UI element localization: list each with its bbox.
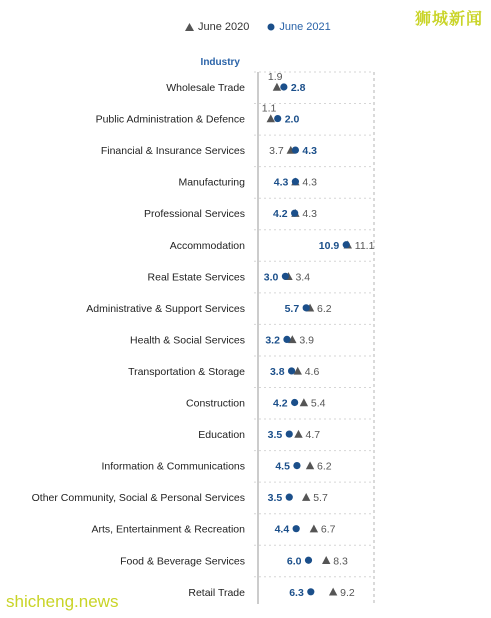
value-label-june-2020-administrative-and-support-services: 6.2 bbox=[317, 302, 332, 315]
value-label-june-2020-manufacturing: 4.3 bbox=[302, 176, 318, 189]
marker-june-2020-wholesale-trade bbox=[273, 83, 281, 91]
value-label-june-2021-arts-entertainment-and-recreation: 4.4 bbox=[274, 523, 290, 536]
value-label-june-2020-professional-services: 4.3 bbox=[302, 208, 318, 221]
marker-june-2020-education bbox=[294, 430, 302, 438]
value-label-june-2021-construction: 4.2 bbox=[273, 397, 288, 410]
value-label-june-2020-transportation-and-storage: 4.6 bbox=[304, 365, 320, 378]
category-label-accommodation: Accommodation bbox=[169, 239, 245, 252]
value-label-june-2021-financial-and-insurance-services: 4.3 bbox=[302, 145, 318, 158]
marker-june-2021-professional-services bbox=[291, 210, 298, 217]
value-label-june-2021-health-and-social-services: 3.2 bbox=[265, 334, 280, 347]
marker-june-2020-other-community-social-and-personal-services bbox=[302, 493, 310, 501]
value-label-june-2020-wholesale-trade: 1.9 bbox=[267, 71, 283, 83]
category-label-information-and-communications: Information & Communications bbox=[101, 460, 245, 473]
category-label-health-and-social-services: Health & Social Services bbox=[130, 334, 245, 347]
marker-june-2020-construction bbox=[300, 398, 308, 406]
value-label-june-2020-arts-entertainment-and-recreation: 6.7 bbox=[320, 523, 336, 536]
category-label-financial-and-insurance-services: Financial & Insurance Services bbox=[100, 145, 245, 158]
marker-june-2021-construction bbox=[291, 399, 298, 406]
y-axis-header: Industry bbox=[200, 57, 240, 68]
marker-june-2021-retail-trade bbox=[307, 588, 314, 595]
value-label-june-2020-financial-and-insurance-services: 3.7 bbox=[269, 145, 284, 158]
value-label-june-2021-education: 3.5 bbox=[267, 429, 283, 442]
marker-june-2021-education bbox=[286, 430, 293, 437]
marker-june-2020-retail-trade bbox=[329, 588, 337, 596]
value-label-june-2020-health-and-social-services: 3.9 bbox=[299, 334, 314, 347]
marker-june-2021-food-and-beverage-services bbox=[305, 557, 312, 564]
marker-june-2021-accommodation bbox=[343, 241, 350, 248]
category-label-other-community-social-and-personal-services: Other Community, Social & Personal Services bbox=[31, 492, 245, 505]
marker-june-2021-information-and-communications bbox=[293, 462, 300, 469]
value-label-june-2020-retail-trade: 9.2 bbox=[340, 586, 355, 599]
category-label-manufacturing: Manufacturing bbox=[178, 176, 245, 189]
category-label-food-and-beverage-services: Food & Beverage Services bbox=[120, 555, 245, 568]
category-label-arts-entertainment-and-recreation: Arts, Entertainment & Recreation bbox=[91, 523, 245, 536]
marker-june-2021-other-community-social-and-personal-services bbox=[286, 494, 293, 501]
marker-june-2020-food-and-beverage-services bbox=[322, 556, 330, 564]
value-label-june-2021-food-and-beverage-services: 6.0 bbox=[286, 555, 302, 568]
value-label-june-2020-real-estate-services: 3.4 bbox=[295, 271, 311, 284]
value-label-june-2021-transportation-and-storage: 3.8 bbox=[269, 365, 285, 378]
value-label-june-2020-information-and-communications: 6.2 bbox=[317, 460, 332, 473]
value-label-june-2021-public-administration-and-defence: 2.0 bbox=[284, 113, 300, 126]
marker-june-2021-manufacturing bbox=[292, 178, 299, 185]
value-label-june-2021-administrative-and-support-services: 5.7 bbox=[284, 302, 300, 315]
category-label-transportation-and-storage: Transportation & Storage bbox=[128, 365, 245, 378]
value-label-june-2020-other-community-social-and-personal-services: 5.7 bbox=[313, 492, 328, 505]
value-label-june-2021-information-and-communications: 4.5 bbox=[275, 460, 290, 473]
category-label-construction: Construction bbox=[186, 397, 245, 410]
category-label-education: Education bbox=[198, 429, 245, 442]
category-label-real-estate-services: Real Estate Services bbox=[147, 271, 245, 284]
category-label-professional-services: Professional Services bbox=[144, 208, 245, 221]
category-label-administrative-and-support-services: Administrative & Support Services bbox=[86, 302, 245, 315]
value-label-june-2021-accommodation: 10.9 bbox=[318, 239, 340, 252]
value-label-june-2020-construction: 5.4 bbox=[310, 397, 326, 410]
marker-june-2021-health-and-social-services bbox=[283, 336, 290, 343]
value-label-june-2020-education: 4.7 bbox=[305, 429, 321, 442]
marker-june-2021-financial-and-insurance-services bbox=[292, 147, 299, 154]
category-label-public-administration-and-defence: Public Administration & Defence bbox=[95, 113, 245, 126]
value-label-june-2020-public-administration-and-defence: 1.1 bbox=[261, 102, 277, 115]
value-label-june-2021-wholesale-trade: 2.8 bbox=[290, 82, 306, 94]
marker-june-2020-information-and-communications bbox=[306, 461, 314, 469]
value-label-june-2021-retail-trade: 6.3 bbox=[289, 586, 304, 599]
marker-june-2021-administrative-and-support-services bbox=[303, 304, 310, 311]
category-label-retail-trade: Retail Trade bbox=[188, 586, 245, 599]
value-label-june-2020-food-and-beverage-services: 8.3 bbox=[333, 555, 348, 568]
marker-june-2021-real-estate-services bbox=[282, 273, 289, 280]
value-label-june-2021-real-estate-services: 3.0 bbox=[263, 271, 279, 284]
value-label-june-2020-accommodation: 11.1 bbox=[354, 239, 375, 252]
marker-june-2020-public-administration-and-defence bbox=[267, 114, 275, 122]
value-label-june-2021-manufacturing: 4.3 bbox=[273, 176, 289, 189]
legend-label-june-2021: June 2021 bbox=[279, 21, 331, 33]
value-label-june-2021-professional-services: 4.2 bbox=[273, 208, 288, 221]
watermark-top: 狮城新闻 bbox=[414, 11, 483, 28]
marker-june-2021-wholesale-trade bbox=[280, 83, 287, 90]
category-label-wholesale-trade: Wholesale Trade bbox=[166, 82, 245, 94]
watermark-bottom: shicheng.news bbox=[6, 592, 119, 611]
marker-june-2020-arts-entertainment-and-recreation bbox=[310, 525, 318, 533]
legend-label-june-2020: June 2020 bbox=[198, 21, 250, 33]
marker-june-2021-arts-entertainment-and-recreation bbox=[293, 525, 300, 532]
marker-june-2021-transportation-and-storage bbox=[288, 367, 295, 374]
marker-june-2021-public-administration-and-defence bbox=[274, 115, 281, 122]
value-label-june-2021-other-community-social-and-personal-services: 3.5 bbox=[267, 492, 283, 505]
